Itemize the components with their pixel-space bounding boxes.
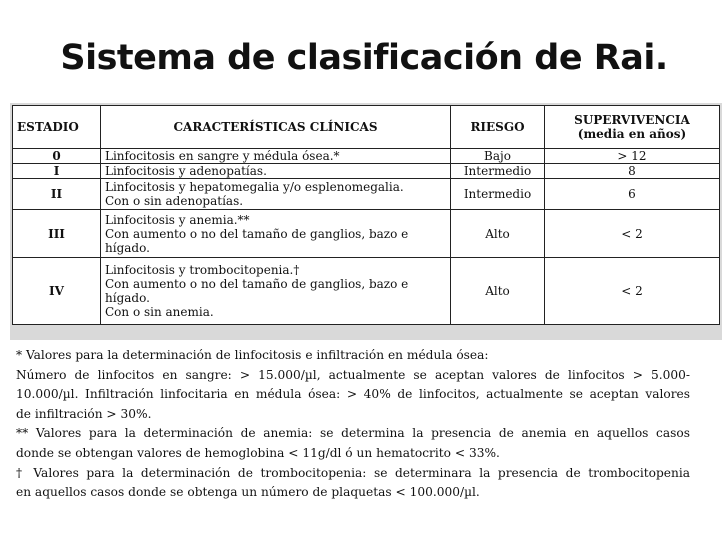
clinical-line: Con o sin anemia.: [105, 305, 214, 319]
clinical-line: Linfocitosis en sangre y médula ósea.*: [105, 149, 340, 163]
footnote-line: donde se obtengan valores de hemoglobina < 11g/dl ó un hematocrito < 33%.: [16, 445, 500, 460]
clinical-line: Linfocitosis y hepatomegalia y/o esplenomegalia.: [105, 180, 404, 194]
footnote-line: Número de linfocitos en sangre: > 15.000/µl, actualmente se aceptan valores de linfocitos > 5.000-: [16, 367, 690, 382]
cell-stage: III: [13, 210, 101, 258]
cell-clinical: [101, 179, 451, 210]
clinical-line: Con aumento o no del tamaño de ganglios, bazo e: [105, 277, 409, 291]
footnote-line: de infiltración > 30%.: [16, 406, 152, 421]
header-survival-title: SUPERVIVENCIA: [574, 113, 690, 127]
cell-clinical: [101, 149, 451, 164]
table-header-row: [13, 106, 720, 149]
cell-stage: IV: [13, 258, 101, 325]
clinical-line: hígado.: [105, 240, 150, 255]
footnote-line: † Valores para la determinación de trombocitopenia: se determinara la presencia de trombocitopenia: [16, 465, 690, 480]
slide-title: Sistema de clasificación de Rai.: [60, 38, 668, 78]
table-row: [13, 258, 720, 325]
clinical-line: Linfocitosis y trombocitopenia.†: [105, 263, 300, 277]
footnote-line: en aquellos casos donde se obtenga un número de plaquetas < 100.000/µl.: [16, 485, 480, 500]
cell-clinical: [101, 258, 451, 325]
footnotes: [16, 346, 690, 503]
table-row: [13, 210, 720, 258]
cell-risk: Intermedio: [451, 164, 545, 179]
cell-risk: Intermedio: [451, 179, 545, 210]
cell-survival: < 2: [545, 258, 720, 325]
cell-survival: 6: [545, 179, 720, 210]
clinical-line: Linfocitosis y adenopatías.: [105, 164, 267, 178]
table-row: [13, 179, 720, 210]
footnote-line: 10.000/µl. Infiltración linfocitaria en médula ósea: > 40% de linfocitos, actualmente se aceptan valores: [16, 387, 690, 402]
rai-table-image: [10, 103, 722, 340]
cell-risk: Alto: [451, 258, 545, 325]
clinical-line: Con o sin adenopatías.: [105, 194, 244, 208]
table-row: [13, 149, 720, 164]
header-risk: RIESGO: [451, 106, 545, 149]
header-survival-subtitle: (media en años): [577, 127, 687, 141]
clinical-line: Con aumento o no del tamaño de ganglios, bazo e: [105, 226, 409, 241]
rai-staging-table: [12, 105, 720, 325]
header-survival: [545, 106, 720, 149]
cell-survival: 8: [545, 164, 720, 179]
clinical-line: hígado.: [105, 291, 150, 305]
cell-risk: Bajo: [451, 149, 545, 164]
cell-stage: 0: [13, 149, 101, 164]
clinical-line: Linfocitosis y anemia.**: [105, 212, 250, 227]
cell-clinical: [101, 164, 451, 179]
footnote-line: ** Valores para la determinación de anemia: se determina la presencia de anemia en aquellos casos: [16, 426, 690, 441]
cell-stage: II: [13, 179, 101, 210]
cell-survival: < 2: [545, 210, 720, 258]
cell-stage: I: [13, 164, 101, 179]
header-stage: ESTADIO: [13, 106, 101, 149]
cell-clinical: [101, 210, 451, 258]
cell-survival: > 12: [545, 149, 720, 164]
header-clinical: CARACTERÍSTICAS CLÍNICAS: [101, 106, 451, 149]
table-row: [13, 164, 720, 179]
cell-risk: Alto: [451, 210, 545, 258]
footnote-line: * Valores para la determinación de linfocitosis e infiltración en médula ósea:: [16, 348, 489, 362]
